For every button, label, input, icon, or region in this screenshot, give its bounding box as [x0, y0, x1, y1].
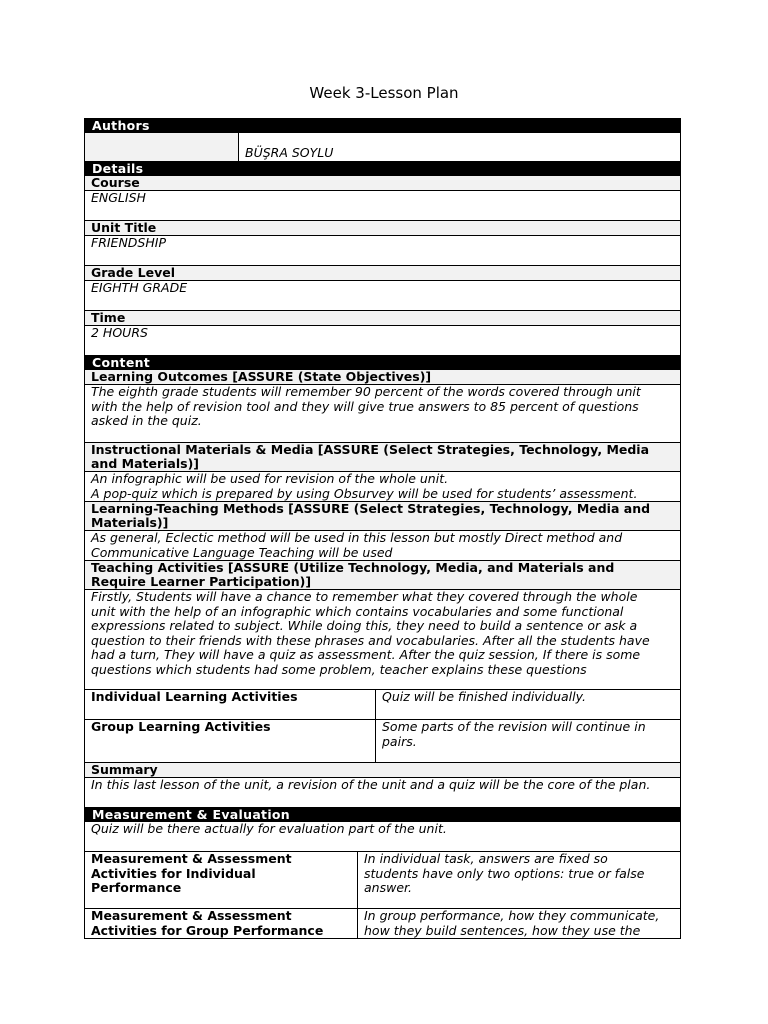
course-label: Course	[85, 176, 680, 191]
text-line: The eighth grade students will remember 90 percent of the words covered through unit	[91, 384, 641, 399]
text-line: asked in the quiz.	[91, 413, 202, 428]
summary-label: Summary	[85, 762, 680, 778]
label-line: Measurement & Assessment	[91, 851, 292, 866]
teaching-activities-text	[85, 590, 680, 689]
label-line: Performance	[91, 880, 182, 895]
text-line: answer.	[364, 880, 412, 895]
authors-blank-cell	[85, 133, 239, 161]
authors-row	[85, 133, 680, 161]
individual-learning-value: Quiz will be finished individually.	[375, 690, 680, 719]
individual-learning-label: Individual Learning Activities	[91, 689, 298, 704]
label-line: Activities for Individual	[91, 865, 256, 881]
label-line: Teaching Activities [ASSURE (Utilize Technology, Media, and Materials and	[91, 560, 615, 575]
time-label: Time	[85, 310, 680, 326]
section-header-details: Details	[85, 161, 680, 176]
group-assessment-value	[357, 909, 680, 938]
unit-title-value: FRIENDSHIP	[91, 235, 166, 250]
measurement-intro: Quiz will be there actually for evaluation part of the unit.	[91, 821, 447, 836]
text-line: unit with the help of an infographic which contains vocabularies and some functional	[91, 603, 624, 619]
materials-label	[85, 442, 680, 472]
time-value: 2 HOURS	[91, 325, 148, 340]
text-line: had a turn, They will have a quiz as assessment. After the quiz session, If there is some	[91, 647, 641, 662]
grade-level-label: Grade Level	[85, 265, 680, 281]
text-line: how they build sentences, how they use the	[364, 922, 641, 938]
summary-text: In this last lesson of the unit, a revision of the unit and a quiz will be the core of the plan.	[91, 777, 651, 792]
label-line: Measurement & Assessment	[91, 908, 292, 923]
text-line: Communicative Language Teaching will be used	[91, 544, 393, 560]
individual-learning-row	[85, 689, 680, 719]
section-header-authors: Authors	[85, 118, 680, 133]
text-line: Some parts of the revision will continue in	[382, 719, 646, 734]
methods-text	[85, 531, 680, 560]
group-learning-label: Group Learning Activities	[91, 719, 271, 734]
text-line: expressions related to subject. While doing this, they need to build a sentence or ask a	[91, 618, 638, 633]
unit-title-label: Unit Title	[85, 220, 680, 236]
individual-assessment-row	[85, 851, 680, 908]
text-line: An infographic will be used for revision of the whole unit.	[91, 471, 449, 486]
section-header-content: Content	[85, 355, 680, 370]
individual-assessment-value	[357, 852, 680, 908]
group-assessment-label	[85, 909, 357, 938]
grade-level-value: EIGHTH GRADE	[91, 280, 188, 295]
text-line: question to their friends with these phrases and vocabularies. After all the students have	[91, 632, 650, 648]
label-line: Learning-Teaching Methods [ASSURE (Select Strategies, Technology, Media and	[91, 501, 651, 516]
learning-outcomes-text	[85, 385, 680, 442]
text-line: students have only two options: true or false	[364, 865, 645, 881]
text-line: pairs.	[382, 733, 417, 749]
text-line: In individual task, answers are fixed so	[364, 851, 608, 866]
materials-text	[85, 472, 680, 501]
course-value: ENGLISH	[91, 190, 146, 205]
text-line: questions which students had some problem, teacher explains these questions	[91, 661, 587, 677]
text-line: A pop-quiz which is prepared by using Obsurvey will be used for students’ assessment.	[91, 485, 638, 501]
author-name: BÜŞRA SOYLU	[245, 145, 334, 160]
methods-label	[85, 501, 680, 531]
learning-outcomes-label: Learning Outcomes [ASSURE (State Objectives)]	[85, 370, 680, 385]
label-line: Instructional Materials & Media [ASSURE (Select Strategies, Technology, Media	[91, 442, 650, 457]
group-learning-row	[85, 719, 680, 762]
label-line: and Materials)]	[91, 456, 199, 471]
text-line: As general, Eclectic method will be used in this lesson but mostly Direct method and	[91, 530, 623, 545]
group-assessment-row	[85, 908, 680, 938]
individual-assessment-label	[85, 852, 357, 908]
section-header-measurement: Measurement & Evaluation	[85, 807, 680, 822]
lesson-plan-form	[84, 118, 681, 939]
group-learning-value	[375, 720, 680, 762]
text-line: In group performance, how they communicate,	[364, 908, 660, 923]
label-line: Activities for Group Performance	[91, 922, 324, 938]
label-line: Require Learner Participation)]	[91, 574, 312, 589]
label-line: Materials)]	[91, 515, 169, 530]
teaching-activities-label	[85, 560, 680, 590]
text-line: Firstly, Students will have a chance to remember what they covered through the whole	[91, 589, 638, 604]
text-line: with the help of revision tool and they will give true answers to 85 percent of questions	[91, 398, 639, 414]
page-title: Week 3-Lesson Plan	[309, 84, 459, 102]
